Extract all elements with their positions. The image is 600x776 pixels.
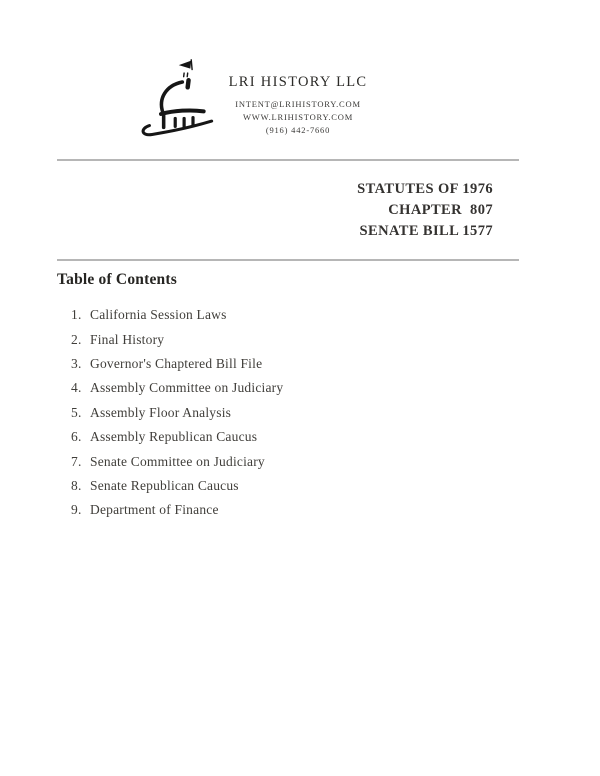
website-url: WWW.LRIHISTORY.COM <box>242 112 354 122</box>
toc-item <box>71 449 283 473</box>
divider-top <box>57 159 519 161</box>
logo-flag <box>179 61 191 69</box>
toc-title: Table of Contents <box>57 271 177 288</box>
toc-item-number: 4. <box>71 380 82 396</box>
chapter-number: CHAPTER 807 <box>388 202 493 218</box>
toc-item <box>71 376 283 400</box>
toc-item <box>71 352 283 376</box>
toc-item-number: 3. <box>71 355 82 371</box>
divider-bottom <box>57 259 519 261</box>
toc-item-label: Senate Committee on Judiciary <box>90 453 265 469</box>
toc-list <box>71 303 283 523</box>
toc-item <box>71 303 283 327</box>
contact-info <box>148 98 448 137</box>
toc-item-number: 7. <box>71 453 82 469</box>
letterhead <box>148 73 448 137</box>
toc-item <box>71 401 283 425</box>
toc-item <box>71 498 283 522</box>
toc-item <box>71 327 283 351</box>
toc-item-label: California Session Laws <box>90 307 227 323</box>
toc-item-number: 2. <box>71 331 82 347</box>
toc-item-number: 8. <box>71 477 82 493</box>
toc-item-label: Assembly Republican Caucus <box>90 429 258 445</box>
phone-number: (916) 442-7660 <box>265 125 331 135</box>
toc-item-number: 1. <box>71 307 82 323</box>
email-address: INTENT@LRIHISTORY.COM <box>235 99 361 109</box>
toc-item-label: Final History <box>90 331 165 347</box>
toc-item-label: Department of Finance <box>90 502 219 518</box>
toc-item <box>71 425 283 449</box>
toc-item <box>71 474 283 498</box>
toc-item-number: 5. <box>71 404 82 420</box>
statutes-year: STATUTES OF 1976 <box>357 181 493 197</box>
toc-item-number: 6. <box>71 429 82 445</box>
company-name: LRI HISTORY LLC <box>228 74 368 90</box>
toc-item-label: Governor's Chaptered Bill File <box>90 355 263 371</box>
toc-item-label: Senate Republican Caucus <box>90 477 239 493</box>
statute-reference <box>357 179 493 242</box>
toc-item-label: Assembly Floor Analysis <box>90 404 232 420</box>
toc-item-label: Assembly Committee on Judiciary <box>90 380 284 396</box>
bill-number: SENATE BILL 1577 <box>359 223 493 239</box>
toc-item-number: 9. <box>71 502 82 518</box>
